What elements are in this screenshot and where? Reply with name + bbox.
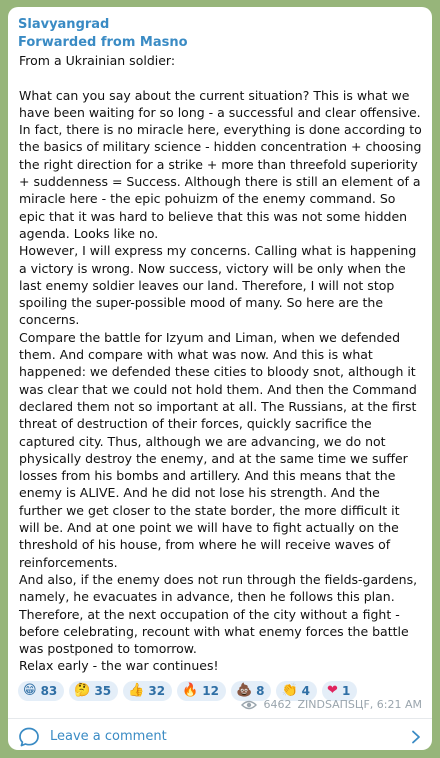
forwarded-prefix: Forwarded from — [18, 35, 140, 50]
message-meta — [241, 698, 422, 711]
reaction-count: 32 — [148, 683, 166, 698]
channel-name[interactable]: Slavyangrad — [18, 17, 110, 32]
clap-emoji-icon: 👏 — [281, 682, 298, 698]
reaction-thinking[interactable] — [69, 681, 118, 701]
paragraph: Relax early - the war continues! — [19, 658, 219, 674]
comment-bubble-icon — [18, 726, 40, 748]
paragraph: From a Ukrainian soldier: — [19, 53, 176, 68]
reaction-count: 1 — [341, 683, 351, 698]
reaction-thumbs-up[interactable] — [123, 681, 172, 701]
fire-emoji-icon: 🔥 — [182, 682, 199, 698]
reaction-count: 8 — [256, 683, 265, 698]
reaction-count: 12 — [202, 683, 219, 698]
chevron-right-icon — [410, 730, 422, 744]
reaction-fire[interactable] — [177, 681, 226, 701]
grin-emoji-icon: 😁 — [23, 682, 37, 698]
thinking-emoji-icon: 🤔 — [74, 682, 91, 698]
paragraph-spacer — [19, 69, 422, 86]
forwarded-source-link[interactable]: Masno — [139, 35, 188, 50]
message-card — [8, 7, 432, 750]
message-header — [8, 7, 432, 52]
reaction-count: 35 — [94, 683, 112, 698]
reaction-count: 4 — [301, 683, 311, 698]
paragraph: However, I will express my concerns. Calling what is happening a victory is wrong. Now success, victory will be only when the last enemy soldier leaves our land. Therefore, I will not stop spoiling the super-possible mood of many. So here are the concerns. — [19, 243, 417, 328]
heart-emoji-icon: ❤ — [327, 682, 338, 698]
eye-icon — [241, 700, 257, 710]
reaction-grin[interactable] — [18, 681, 64, 701]
leave-comment-label: Leave a comment — [50, 729, 167, 744]
paragraph: What can you say about the current situation? This is what we have been waiting for so long - a successful and clear offensive. In fact, there is no miracle here, everything is done according to the basics of military science - hidden concentration + choosing the right direction for a strike + more than threefold superiority + suddenness = Success. Although there is still an element of a miracle here - the epic pohuizm of the enemy command. So epic that it was hard to believe that this was not some hidden agenda. Looks like no. — [19, 87, 422, 241]
thumbs-up-emoji-icon: 👍 — [128, 682, 145, 698]
message-text — [8, 52, 432, 675]
paragraph: And also, if the enemy does not run through the fields-gardens, namely, he evacuates in advance, then he follows this plan. Therefore, at the next occupation of the city without a fight - before celebrating, recount with what enemy forces the battle was postponed to tomorrow. — [19, 571, 418, 657]
reactions-bar — [8, 675, 432, 701]
post-signature-time: ZINDSAПSЦF, 6:21 AM — [297, 698, 422, 711]
reaction-count: 83 — [40, 683, 58, 698]
paragraph: Compare the battle for Izyum and Liman, when we defended them. And compare with what was now. And this is what happened: we defended these cities to bloody snot, although it was clear that we could not hold them. And then the Command declared them not so important at all. The Russians, at the first threat of destruction of their forces, quickly sacrifice the captured city. Thus, although we are advancing, we do not physically destroy the enemy, and at the same time we suffer losses from his bombs and artillery. And this means that the enemy is ALIVE. And he did not lose his strength. And the further we get closer to the state border, the more difficult it will be. And at one point we will have to fight actually on the threshold of his house, from where he will receive waves of reinforcements. — [19, 329, 417, 570]
leave-comment-button[interactable] — [8, 718, 432, 750]
forwarded-from — [18, 34, 422, 52]
poo-emoji-icon: 💩 — [235, 682, 253, 698]
view-count: 6462 — [263, 698, 292, 711]
